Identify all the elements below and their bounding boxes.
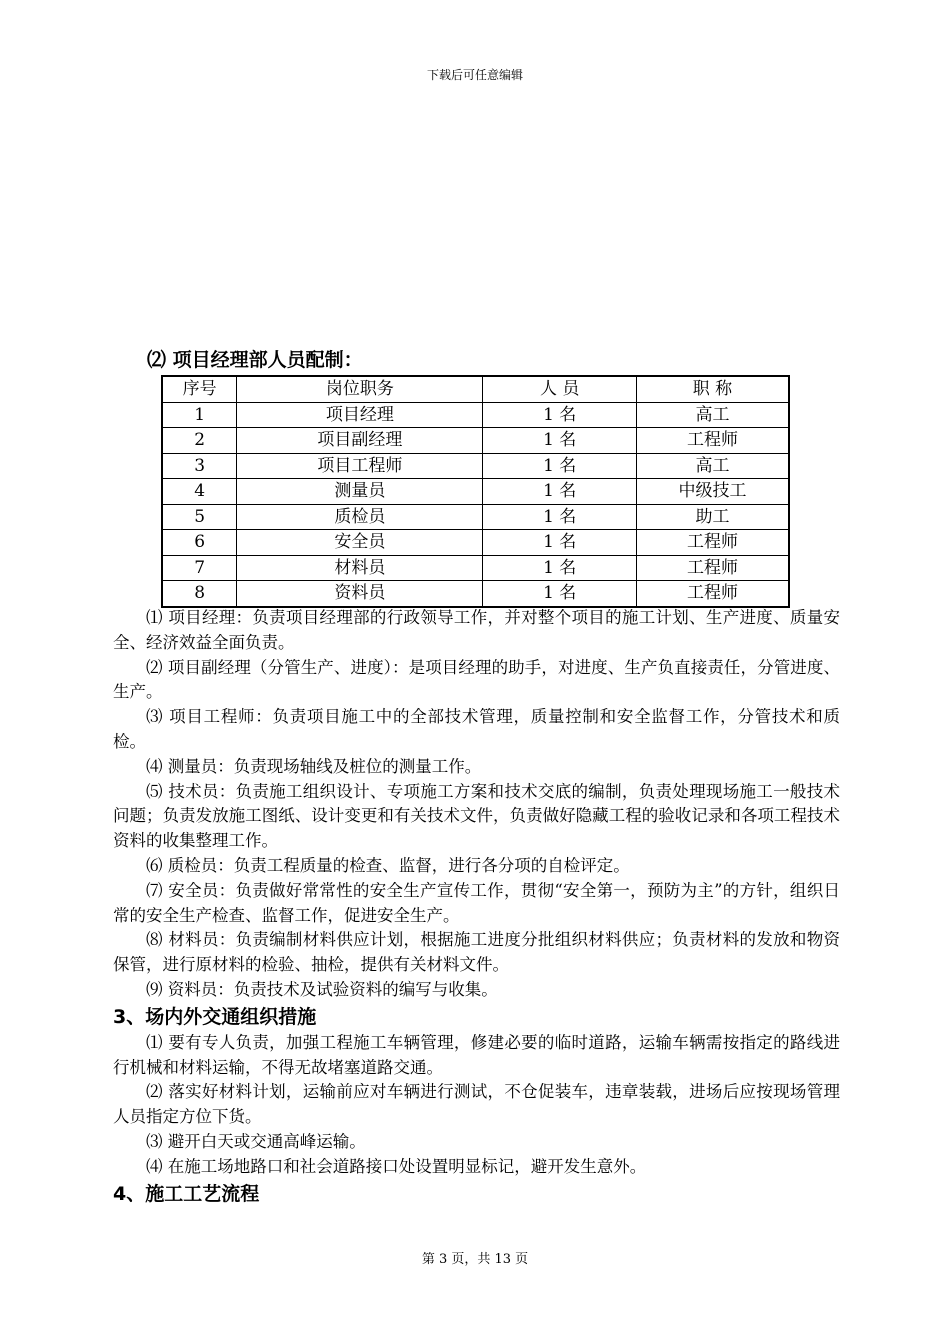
table-cell: 5 xyxy=(162,504,237,530)
table-header-row xyxy=(162,376,789,402)
table-cell: 2 xyxy=(162,428,237,454)
paragraph: ⑴ 要有专人负责，加强工程施工车辆管理，修建必要的临时道路，运输车辆需按指定的路线进行机械和材料运输，不得无故堵塞道路交通。 xyxy=(113,1032,840,1077)
table-cell: 项目经理 xyxy=(237,402,483,428)
table-cell: 1 名 xyxy=(483,555,637,581)
table-cell: 工程师 xyxy=(636,428,789,454)
table-cell: 1 名 xyxy=(483,504,637,530)
table-row xyxy=(162,428,789,454)
paragraph: ⑸ 技术员：负责施工组织设计、专项施工方案和技术交底的编制，负责处理现场施工一般技术问题；负责发放施工图纸、设计变更和有关技术文件，负责做好隐藏工程的验收记录和各项工程技术资料的收集整理工作。 xyxy=(113,781,840,851)
table-cell: 1 xyxy=(162,402,237,428)
table-cell: 测量员 xyxy=(237,479,483,505)
table-cell: 1 名 xyxy=(483,453,637,479)
table-row xyxy=(162,453,789,479)
column-header: 岗位职务 xyxy=(237,376,483,402)
paragraph: ⑼ 资料员：负责技术及试验资料的编写与收集。 xyxy=(146,979,498,999)
table-cell: 工程师 xyxy=(636,530,789,556)
traffic-measures xyxy=(113,1031,840,1180)
table-cell: 质检员 xyxy=(237,504,483,530)
page-footer: 第 3 页，共 13 页 xyxy=(421,1252,529,1267)
table-cell: 6 xyxy=(162,530,237,556)
table-cell: 中级技工 xyxy=(636,479,789,505)
table-cell: 1 名 xyxy=(483,428,637,454)
table-cell: 项目工程师 xyxy=(237,453,483,479)
table-cell: 1 名 xyxy=(483,402,637,428)
table-cell: 7 xyxy=(162,555,237,581)
table-cell: 工程师 xyxy=(636,555,789,581)
column-header: 人 员 xyxy=(483,376,637,402)
table-row xyxy=(162,555,789,581)
paragraph: ⑷ 在施工场地路口和社会道路接口处设置明显标记，避开发生意外。 xyxy=(146,1156,647,1176)
table-cell: 高工 xyxy=(636,402,789,428)
paragraph: ⑷ 测量员：负责现场轴线及桩位的测量工作。 xyxy=(146,756,482,776)
table-cell: 1 名 xyxy=(483,530,637,556)
staffing-section-title: ⑵ 项目经理部人员配制： xyxy=(147,349,363,371)
paragraph: ⑶ 避开白天或交通高峰运输。 xyxy=(146,1131,366,1151)
table-cell: 1 名 xyxy=(483,581,637,607)
table-cell: 材料员 xyxy=(237,555,483,581)
table-row xyxy=(162,530,789,556)
column-header: 序号 xyxy=(162,376,237,402)
table-cell: 1 名 xyxy=(483,479,637,505)
paragraph: ⑺ 安全员：负责做好常常性的安全生产宣传工作，贯彻“安全第一，预防为主”的方针，组织日常的安全生产检查、监督工作，促进安全生产。 xyxy=(113,880,840,925)
table-row xyxy=(162,402,789,428)
table-cell: 4 xyxy=(162,479,237,505)
staffing-table xyxy=(161,375,790,608)
table-cell: 资料员 xyxy=(237,581,483,607)
column-header: 职 称 xyxy=(636,376,789,402)
table-row xyxy=(162,479,789,505)
table-cell: 8 xyxy=(162,581,237,607)
table-cell: 安全员 xyxy=(237,530,483,556)
process-section-title: 4、施工工艺流程 xyxy=(113,1182,260,1205)
paragraph: ⑵ 落实好材料计划，运输前应对车辆进行测试，不仓促装车，违章装载，进场后应按现场管理人员指定方位下货。 xyxy=(113,1082,840,1127)
table-cell: 助工 xyxy=(636,504,789,530)
table-row xyxy=(162,581,789,607)
paragraph: ⑵ 项目副经理（分管生产、进度）：是项目经理的助手，对进度、生产负直接责任，分管进度、生产。 xyxy=(113,657,840,702)
traffic-section-title: 3、场内外交通组织措施 xyxy=(113,1005,317,1028)
table-cell: 工程师 xyxy=(636,581,789,607)
paragraph: ⑶ 项目工程师：负责项目施工中的全部技术管理，质量控制和安全监督工作，分管技术和质检。 xyxy=(113,707,840,751)
staffing-duties xyxy=(113,606,840,1003)
document-body xyxy=(113,606,840,1208)
paragraph: ⑴ 项目经理：负责项目经理部的行政领导工作，并对整个项目的施工计划、生产进度、质量安全、经济效益全面负责。 xyxy=(113,608,840,652)
paragraph: ⑹ 质检员：负责工程质量的检查、监督，进行各分项的自检评定。 xyxy=(146,855,630,875)
table-cell: 高工 xyxy=(636,453,789,479)
table-cell: 项目副经理 xyxy=(237,428,483,454)
table-row xyxy=(162,504,789,530)
table-cell: 3 xyxy=(162,453,237,479)
paragraph: ⑻ 材料员：负责编制材料供应计划，根据施工进度分批组织材料供应；负责材料的发放和物资保管，进行原材料的检验、抽检，提供有关材料文件。 xyxy=(113,930,840,975)
page-header: 下载后可任意编辑 xyxy=(426,68,523,82)
